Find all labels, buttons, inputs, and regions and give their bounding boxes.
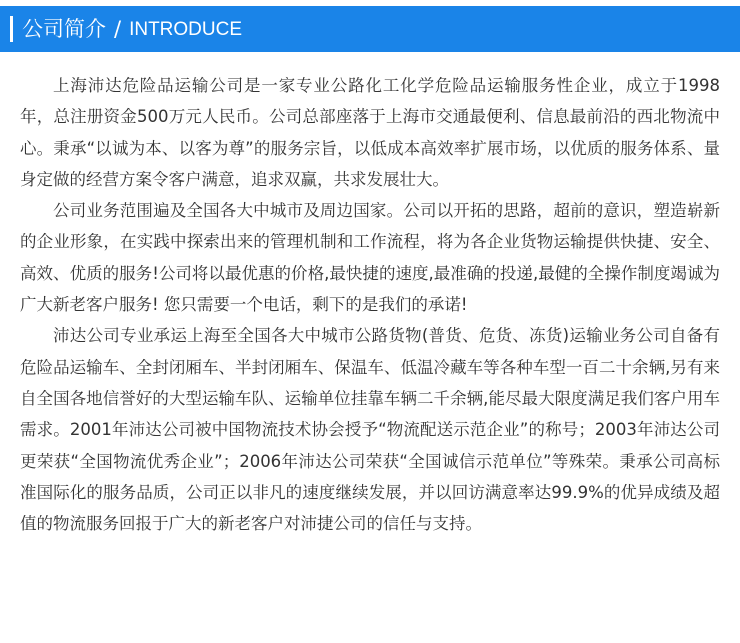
section-title: 公司简介 xyxy=(22,16,106,41)
intro-content xyxy=(20,70,720,539)
title-separator: / xyxy=(114,16,122,41)
header-accent-bar xyxy=(10,16,13,42)
section-header xyxy=(0,6,740,52)
intro-paragraph-2: 公司业务范围遍及全国各大中城市及周边国家。公司以开拓的思路，超前的意识，塑造崭新的企业形象，在实践中探索出来的管理机制和工作流程，将为各企业货物运输提供快捷、安全、高效、优质的服务!公司将以最优惠的价格,最快捷的速度,最准确的投递,最健的全操作制度竭诚为广大新老客户服务! 您只需要一个电话，剩下的是我们的承诺! xyxy=(20,201,720,315)
intro-paragraph-1: 上海沛达危险品运输公司是一家专业公路化工化学危险品运输服务性企业，成立于1998年，总注册资金500万元人民币。公司总部座落于上海市交通最便利、信息最前沿的西北物流中心。秉承“以诚为本、以客为尊”的服务宗旨，以低成本高效率扩展市场，以优质的服务体系、量身定做的经营方案令客户满意，追求双赢，共求发展壮大。 xyxy=(20,76,720,189)
section-subtitle: INTRODUCE xyxy=(129,18,243,40)
intro-paragraph-3: 沛达公司专业承运上海至全国各大中城市公路货物(普货、危货、冻货)运输业务公司自备有危险品运输车、全封闭厢车、半封闭厢车、保温车、低温冷藏车等各种车型一百二十余辆,另有来自全国各地信誉好的大型运输车队、运输单位挂靠车辆二千余辆,能尽最大限度满足我们客户用车需求。2001年沛达公司被中国物流技术协会授予“物流配送示范企业”的称号；2003年沛达公司更荣获“全国物流优秀企业”；2006年沛达公司荣获“全国诚信示范单位”等殊荣。秉承公司高标准国际化的服务品质，公司正以非凡的速度继续发展，并以回访满意率达99.9%的优异成绩及超值的物流服务回报于广大的新老客户对沛捷公司的信任与支持。 xyxy=(20,326,720,534)
